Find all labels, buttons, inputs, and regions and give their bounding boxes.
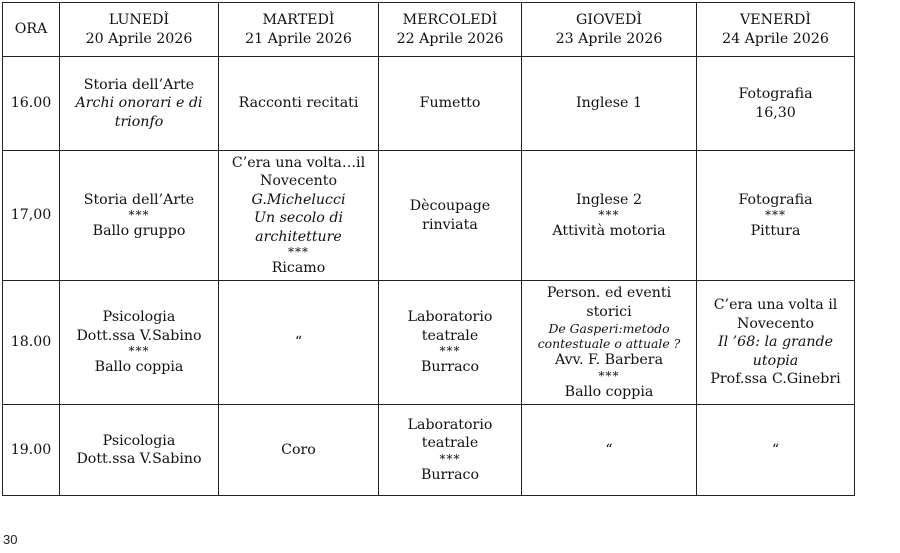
course-teacher: Avv. F. Barbera — [554, 352, 664, 368]
course-title: Burraco — [420, 466, 480, 483]
course-title: Inglese 2 — [576, 191, 642, 208]
separator-stars: *** — [765, 208, 786, 222]
course-time: 16,30 — [755, 104, 796, 121]
day-name: LUNEDÌ — [108, 12, 170, 28]
activity-cell-thursday — [522, 151, 697, 281]
time-cell — [3, 151, 60, 281]
course-title: Laboratorio teatrale — [407, 416, 493, 452]
header-wednesday — [379, 3, 522, 57]
day-date: 20 Aprile 2026 — [85, 30, 193, 47]
course-title: Ballo coppia — [94, 359, 184, 376]
activity-cell-wednesday — [379, 281, 522, 405]
ditto-mark: “ — [294, 334, 303, 351]
day-name: VENERDÌ — [739, 12, 812, 28]
time-cell — [3, 405, 60, 496]
course-topic: Archi onorari e di trionfo — [75, 95, 203, 130]
activity-cell-friday — [697, 281, 855, 405]
course-title: Storia dell’Arte — [83, 76, 195, 93]
activity-cell-tuesday — [219, 57, 379, 151]
separator-stars: *** — [598, 208, 620, 222]
separator-stars: *** — [439, 344, 461, 359]
course-teacher: Dott.ssa V.Sabino — [76, 327, 202, 344]
table-row — [3, 405, 855, 496]
course-teacher: Dott.ssa V.Sabino — [76, 451, 202, 467]
course-title: Racconti recitati — [238, 95, 359, 112]
day-date: 21 Aprile 2026 — [245, 30, 352, 47]
course-title: Ricamo — [271, 260, 326, 276]
time-label: 17,00 — [10, 207, 52, 224]
course-teacher: Prof.ssa C.Ginebri — [710, 371, 841, 388]
course-note: rinviata — [422, 216, 478, 233]
schedule-table — [2, 2, 855, 496]
activity-cell-tuesday — [219, 405, 379, 496]
activity-cell-thursday — [522, 57, 697, 151]
separator-stars: *** — [128, 208, 150, 222]
course-title: Fotografia — [738, 191, 813, 208]
table-row — [3, 151, 855, 281]
header-row — [3, 3, 855, 57]
time-cell — [3, 57, 60, 151]
activity-cell-friday — [697, 151, 855, 281]
course-title: Psicologia — [102, 432, 176, 449]
activity-cell-thursday — [522, 281, 697, 405]
page-number: 30 — [3, 532, 18, 547]
table-row — [3, 57, 855, 151]
header-friday — [697, 3, 855, 57]
course-title: Ballo gruppo — [92, 223, 186, 239]
time-label: 18.00 — [10, 334, 52, 351]
day-date: 24 Aprile 2026 — [722, 30, 829, 47]
course-title: Psicologia — [102, 309, 176, 326]
day-date: 23 Aprile 2026 — [555, 30, 663, 47]
time-cell — [3, 281, 60, 405]
course-title: Inglese 1 — [576, 95, 642, 112]
day-date: 22 Aprile 2026 — [396, 30, 504, 47]
ditto-mark: “ — [771, 441, 780, 458]
ditto-mark: “ — [605, 441, 613, 458]
separator-stars: *** — [598, 368, 620, 383]
course-title: C’era una volta…il Novecento — [231, 154, 366, 189]
activity-cell-tuesday — [219, 281, 379, 405]
separator-stars: *** — [439, 451, 461, 466]
course-title: Attività motoria — [552, 223, 666, 239]
activity-cell-tuesday — [219, 151, 379, 281]
activity-cell-friday — [697, 57, 855, 151]
activity-cell-friday — [697, 405, 855, 496]
activity-cell-monday — [60, 57, 219, 151]
separator-stars: *** — [128, 344, 150, 359]
day-name: GIOVEDÌ — [576, 12, 642, 28]
activity-cell-thursday — [522, 405, 697, 496]
day-name: MERCOLEDÌ — [402, 12, 498, 28]
activity-cell-wednesday — [379, 405, 522, 496]
course-title: Laboratorio teatrale — [407, 309, 493, 344]
course-title: C’era una volta il Novecento — [713, 297, 838, 332]
course-topic: Un secolo di architetture — [254, 210, 343, 245]
activity-cell-wednesday — [379, 57, 522, 151]
separator-stars: *** — [288, 245, 309, 259]
course-topic: G.Michelucci — [251, 191, 346, 208]
course-title: Person. ed eventi storici — [546, 285, 672, 320]
course-title: Coro — [281, 441, 316, 458]
course-title: Pittura — [750, 223, 801, 239]
activity-cell-monday — [60, 281, 219, 405]
activity-cell-monday — [60, 151, 219, 281]
activity-cell-monday — [60, 405, 219, 496]
course-topic: De Gasperi:metodo contestuale o attuale ? — [537, 321, 681, 351]
activity-cell-wednesday — [379, 151, 522, 281]
time-label: 16.00 — [10, 95, 52, 112]
time-label: 19.00 — [10, 441, 52, 458]
course-title: Storia dell’Arte — [83, 191, 195, 208]
header-tuesday — [219, 3, 379, 57]
day-name: MARTEDÌ — [262, 12, 335, 28]
course-topic: Il ’68: la grande utopia — [718, 334, 833, 369]
header-monday — [60, 3, 219, 57]
course-title: Fumetto — [419, 95, 481, 112]
course-title: Ballo coppia — [564, 383, 654, 400]
course-title: Burraco — [420, 359, 480, 376]
header-thursday — [522, 3, 697, 57]
course-title: Dècoupage — [409, 198, 491, 214]
header-ora — [3, 3, 60, 57]
header-ora-label: ORA — [14, 21, 48, 38]
course-title: Fotografia — [738, 86, 813, 102]
table-row — [3, 281, 855, 405]
